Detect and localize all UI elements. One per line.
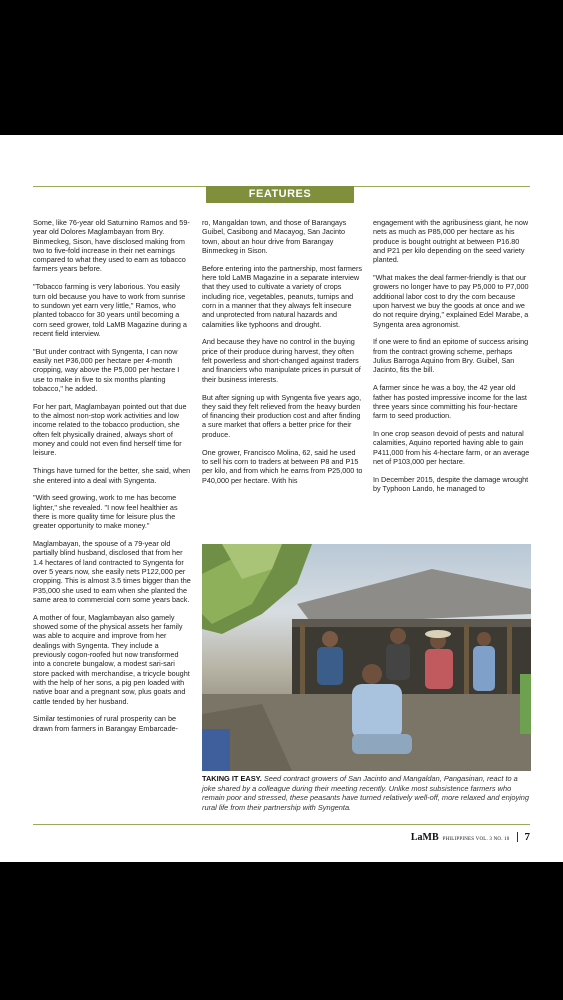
farmers-meeting-photo xyxy=(202,544,531,771)
article-paragraph: And because they have no control in the buying price of their produce during harvest, they often felt powerless and short-changed against traders and financiers who manipulate prices in pursuit of their business interests. xyxy=(202,337,361,384)
caption-text: Seed contract growers of San Jacinto and Mangaldan, Pangasinan, react to a joke shared by a colleague during their meeting recently. Unlike most subsistence farmers who remain poor and stressed, these peasants have turned relatively well-off, more relaxed and enjoying rural life from their partnership with Syngenta. xyxy=(202,774,530,812)
article-paragraph: A farmer since he was a boy, the 42 year old father has posted impressive income for the last three years since committing his four-hectare farm to seed production. xyxy=(373,383,527,421)
article-paragraph: A mother of four, Maglambayan also gamely showed some of the physical assets her family was able to acquire and improve from her dealings with Syngenta. They include a previously cogon-roofed hut now transformed into a concrete bungalow, a modest sari-sari store packed with merchandise, a tricycle bought with the help of her sons, a pig pen loaded with native boar and a pregnant sow, plus goats and cattle tended by her husband. xyxy=(33,612,190,706)
footer-divider xyxy=(517,832,518,842)
article-paragraph: For her part, Maglambayan pointed out that due to the almost non-stop work activities and low income related to the tobacco production, she often felt physically drained, always short of money and could not even find herself time for leisure. xyxy=(33,401,187,458)
issue-label: PHILIPPINES VOL. 3 NO. 10 xyxy=(442,837,510,842)
article-paragraph: Things have turned for the better, she said, when she entered into a deal with Syngenta. xyxy=(33,466,191,485)
article-paragraph: Maglambayan, the spouse of a 79-year old partially blind husband, disclosed that from her 1.4 hectares of land contracted to Syngenta for over 5 years now, she easily nets P122,000 per cropping. This is almost 3.5 times bigger than the P35,000 she used to earn when she planted the same area to commercial corn some years back. xyxy=(33,539,191,604)
article-column-1 xyxy=(33,218,191,742)
page-number: 7 xyxy=(524,831,530,843)
article-paragraph: "But under contract with Syngenta, I can now easily net P36,000 per hectare per 4-month cropping, way above the P5,000 per hectare I use to make in five to six months planting tobacco," he added. xyxy=(33,346,180,393)
article-paragraph: engagement with the agribusiness giant, he now nets as much as P85,000 per hectare as his produce is bought outright at between P16.80 and P21 per kilo depending on the seed variety planted. xyxy=(373,218,529,265)
article-paragraph: Before entering into the partnership, most farmers here told LaMB Magazine in a separate interview that they used to cultivate a variety of crops including rice, vegetables, peanuts, turnips and corn in a manner that they always felt insecure and unprotected from natural hazards and calamities like typhoons and drought. xyxy=(202,263,362,329)
article-paragraph: Similar testimonies of rural prosperity can be drawn from farmers in Barangay Embarcade- xyxy=(33,714,179,733)
page-footer xyxy=(411,831,530,843)
photo-caption xyxy=(202,774,531,812)
article-paragraph: "What makes the deal farmer-friendly is that our growers no longer have to pay P5,000 to P7,000 additional labor cost to dry the corn because upon harvest we buy the goods at once and we do not require drying," explained Edel Marabe, a Syngenta area agronomist. xyxy=(373,273,529,329)
article-paragraph: One grower, Francisco Molina, 62, said he used to sell his corn to traders at between P8 and P15 per kilo, and from which he earns from P25,000 to P40,000 per hectare. With his xyxy=(202,447,363,485)
article-paragraph: "With seed growing, work to me has become lighter," she revealed. "I now feel healthier as there is more quality time for leisure plus the greater opportunity to make money." xyxy=(33,493,178,531)
bottom-rule xyxy=(33,824,530,825)
article-paragraph: "Tobacco farming is very laborious. You easily turn old because you have to work from sunrise to sundown yet earn very little," Ramos, who planted tobacco for 30 years until becoming a corn seed grower, told LaMB Magazine during a recent field interview. xyxy=(33,282,187,338)
article-paragraph: But after signing up with Syngenta five years ago, they said they felt relieved from the heavy burden of financing their production cost and after finding a sure market that offers a better price for their produce. xyxy=(202,392,362,439)
article-paragraph: In December 2015, despite the damage wrought by Typhoon Lando, he managed to xyxy=(373,474,529,494)
photo-illustration xyxy=(202,544,531,771)
magazine-page xyxy=(0,135,563,862)
article-column-2 xyxy=(202,218,363,493)
article-paragraph: In one crop season devoid of pests and natural calamities, Aquino reported having able to gain P411,000 from his 4-hectare farm, or an average net of P103,000 per hectare. xyxy=(373,429,530,466)
article-column-3 xyxy=(373,218,531,502)
magazine-brand: LaMB xyxy=(410,832,439,843)
caption-lead: TAKING IT EASY. xyxy=(202,774,262,783)
section-header: FEATURES xyxy=(206,186,354,203)
article-paragraph: ro, Mangaldan town, and those of Barangays Guibel, Casibong and Macayog, San Jacinto town, about an hour drive from Barangay Binmeckeg in Sison. xyxy=(202,218,347,255)
article-paragraph: Some, like 76-year old Saturnino Ramos and 59-year old Dolores Maglambayan from Bry. Binmeckeg, Sison, have disclosed making from two to five-fold increase in their net earnings compared to what they used to earn as tobacco farmers years before. xyxy=(33,218,190,274)
article-paragraph: If one were to find an epitome of success arising from the contract growing scheme, perhaps Julius Barroga Aquino from Bry. Guibel, San Jacinto, fits the bill. xyxy=(373,337,529,375)
